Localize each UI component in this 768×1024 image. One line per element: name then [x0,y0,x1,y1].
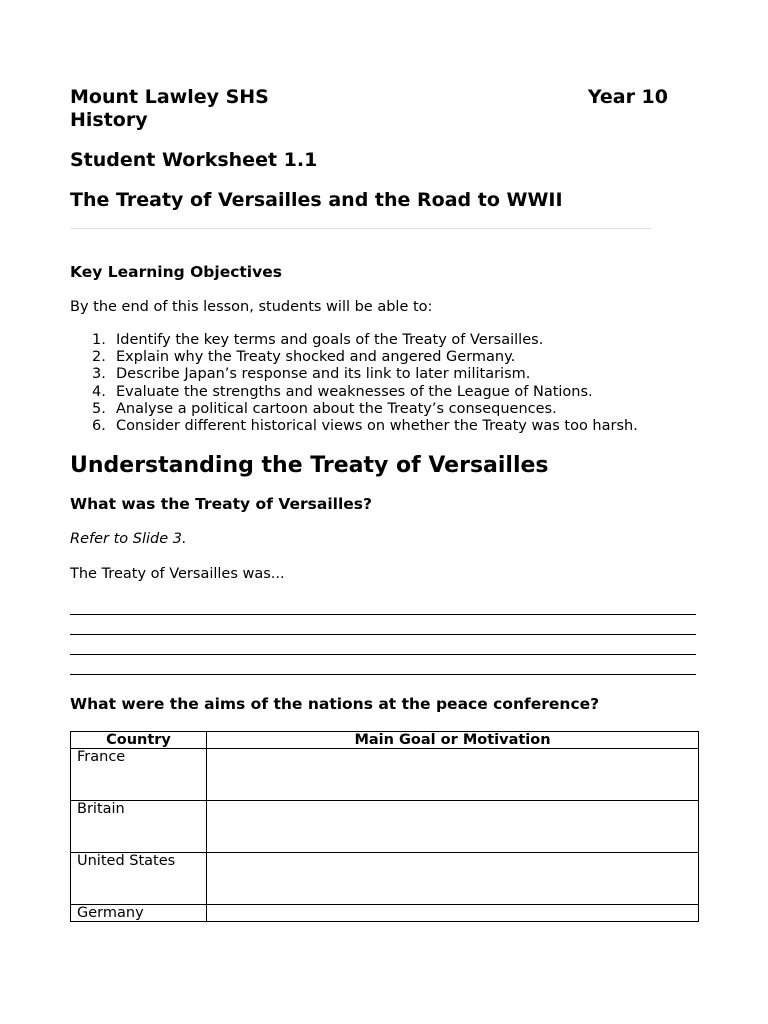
horizontal-divider [70,228,652,229]
table-row [71,801,699,853]
table-row [71,905,699,922]
table-header-row [71,732,699,749]
country-cell: United States [71,853,207,905]
objective-number: 6. [92,418,106,435]
objectives-list [92,332,638,435]
objectives-intro: By the end of this lesson, students will be able to: [70,299,433,315]
objective-number: 2. [92,349,106,366]
objective-number: 5. [92,400,106,417]
objective-text: Describe Japan’s response and its link to later militarism. [116,366,531,383]
objective-item [92,332,638,349]
objective-item [92,349,638,366]
answer-line[interactable] [70,654,696,655]
country-cell: Britain [71,801,207,853]
table-row [71,853,699,905]
document-title: The Treaty of Versailles and the Road to WWII [70,189,563,211]
objective-text: Explain why the Treaty shocked and angered Germany. [116,349,516,366]
column-header-goal: Main Goal or Motivation [207,732,699,749]
worksheet-number: Student Worksheet 1.1 [70,149,318,171]
section-title: Understanding the Treaty of Versailles [70,453,549,478]
answer-line[interactable] [70,614,696,615]
objective-number: 3. [92,366,106,383]
objective-number: 1. [92,332,106,348]
objectives-heading: Key Learning Objectives [70,263,282,281]
question-heading: What was the Treaty of Versailles? [70,495,372,513]
objective-text: Analyse a political cartoon about the Treaty’s consequences. [116,400,557,417]
objective-item [92,366,638,383]
school-name: Mount Lawley SHS [70,86,269,108]
goal-cell[interactable] [207,801,699,853]
year-level: Year 10 [587,86,668,108]
goal-cell[interactable] [207,905,699,922]
goal-cell[interactable] [207,749,699,801]
objective-item [92,401,638,418]
answer-line[interactable] [70,674,696,675]
slide-reference: Refer to Slide 3. [70,531,187,547]
objective-text: Consider different historical views on whether the Treaty was too harsh. [116,418,638,435]
objective-number: 4. [92,383,106,400]
goal-cell[interactable] [207,853,699,905]
country-cell: France [71,749,207,801]
answer-line[interactable] [70,634,696,635]
header-row [70,86,668,110]
objective-text: Evaluate the strengths and weaknesses of the League of Nations. [116,383,593,400]
country-cell: Germany [71,905,207,922]
answer-prompt: The Treaty of Versailles was... [70,566,285,582]
objective-text: Identify the key terms and goals of the Treaty of Versailles. [116,332,544,348]
table-row [71,749,699,801]
subject-name: History [70,109,148,131]
objective-item [92,418,638,435]
aims-table [70,731,699,922]
question-heading: What were the aims of the nations at the peace conference? [70,695,600,713]
objective-item [92,384,638,401]
column-header-country: Country [71,732,207,749]
